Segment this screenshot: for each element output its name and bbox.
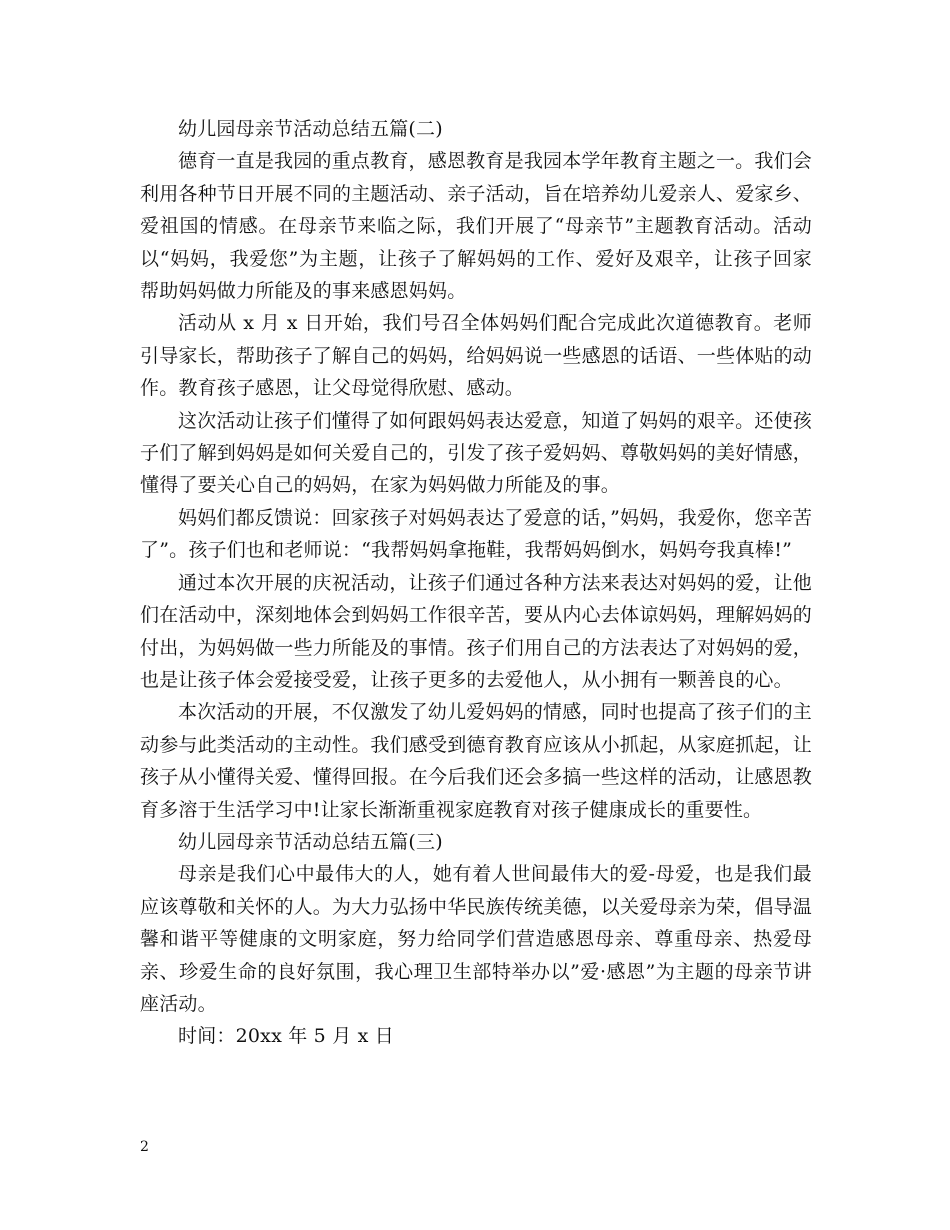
paragraph: 妈妈们都反馈说：回家孩子对妈妈表达了爱意的话，”妈妈，我爱你，您辛苦了”。孩子们也和老师说：“我帮妈妈拿拖鞋，我帮妈妈倒水，妈妈夸我真棒!” [140, 506, 813, 562]
paragraph: 德育一直是我园的重点教育，感恩教育是我园本学年教育主题之一。我们会利用各种节日开展不同的主题活动、亲子活动，旨在培养幼儿爱亲人、爱家乡、爱祖国的情感。在母亲节来临之际，我们开展了“母亲节”主题教育活动。活动以“妈妈，我爱您”为主题，让孩子了解妈妈的工作、爱好及艰辛，让孩子回家帮助妈妈做力所能及的事来感恩妈妈。 [140, 150, 813, 303]
document-body [140, 113, 812, 1053]
page-number: 2 [140, 1139, 149, 1155]
paragraph: 这次活动让孩子们懂得了如何跟妈妈表达爱意，知道了妈妈的艰辛。还使孩子们了解到妈妈是如何关爱自己的，引发了孩子爱妈妈、尊敬妈妈的美好情感，懂得了要关心自己的妈妈，在家为妈妈做力所能及的事。 [140, 409, 813, 497]
paragraph: 母亲是我们心中最伟大的人，她有着人世间最伟大的爱-母爱，也是我们最应该尊敬和关怀的人。为大力弘扬中华民族传统美德，以关爱母亲为荣，倡导温馨和谐平等健康的文明家庭，努力给同学们营造感恩母亲、尊重母亲、热爱母亲、珍爱生命的良好氛围，我心理卫生部特举办以”爱·感恩”为主题的母亲节讲座活动。 [140, 863, 813, 1015]
paragraph: 通过本次开展的庆祝活动，让孩子们通过各种方法来表达对妈妈的爱，让他们在活动中，深刻地体会到妈妈工作很辛苦，要从内心去体谅妈妈，理解妈妈的付出，为妈妈做一些力所能及的事情。孩子们用自己的方法表达了对妈妈的爱，也是让孩子体会爱接受爱，让孩子更多的去爱他人，从小拥有一颗善良的心。 [140, 571, 813, 691]
paragraph: 本次活动的开展，不仅激发了幼儿爱妈妈的情感，同时也提高了孩子们的主动参与此类活动的主动性。我们感受到德育教育应该从小抓起，从家庭抓起，让孩子从小懂得关爱、懂得回报。在今后我们还会多搞一些这样的活动，让感恩教育多溶于生活学习中!让家长渐渐重视家庭教育对孩子健康成长的重要性。 [140, 701, 813, 821]
paragraph: 时间：20xx 年 5 月 x 日 [178, 1025, 395, 1048]
section-heading-3: 幼儿园母亲节活动总结五篇(三) [178, 830, 443, 853]
section-heading-2: 幼儿园母亲节活动总结五篇(二) [178, 118, 443, 140]
paragraph: 活动从 x 月 x 日开始，我们号召全体妈妈们配合完成此次道德教育。老师引导家长，帮助孩子了解自己的妈妈，给妈妈说一些感恩的话语、一些体贴的动作。教育孩子感恩，让父母觉得欣慰、感动。 [140, 312, 813, 400]
